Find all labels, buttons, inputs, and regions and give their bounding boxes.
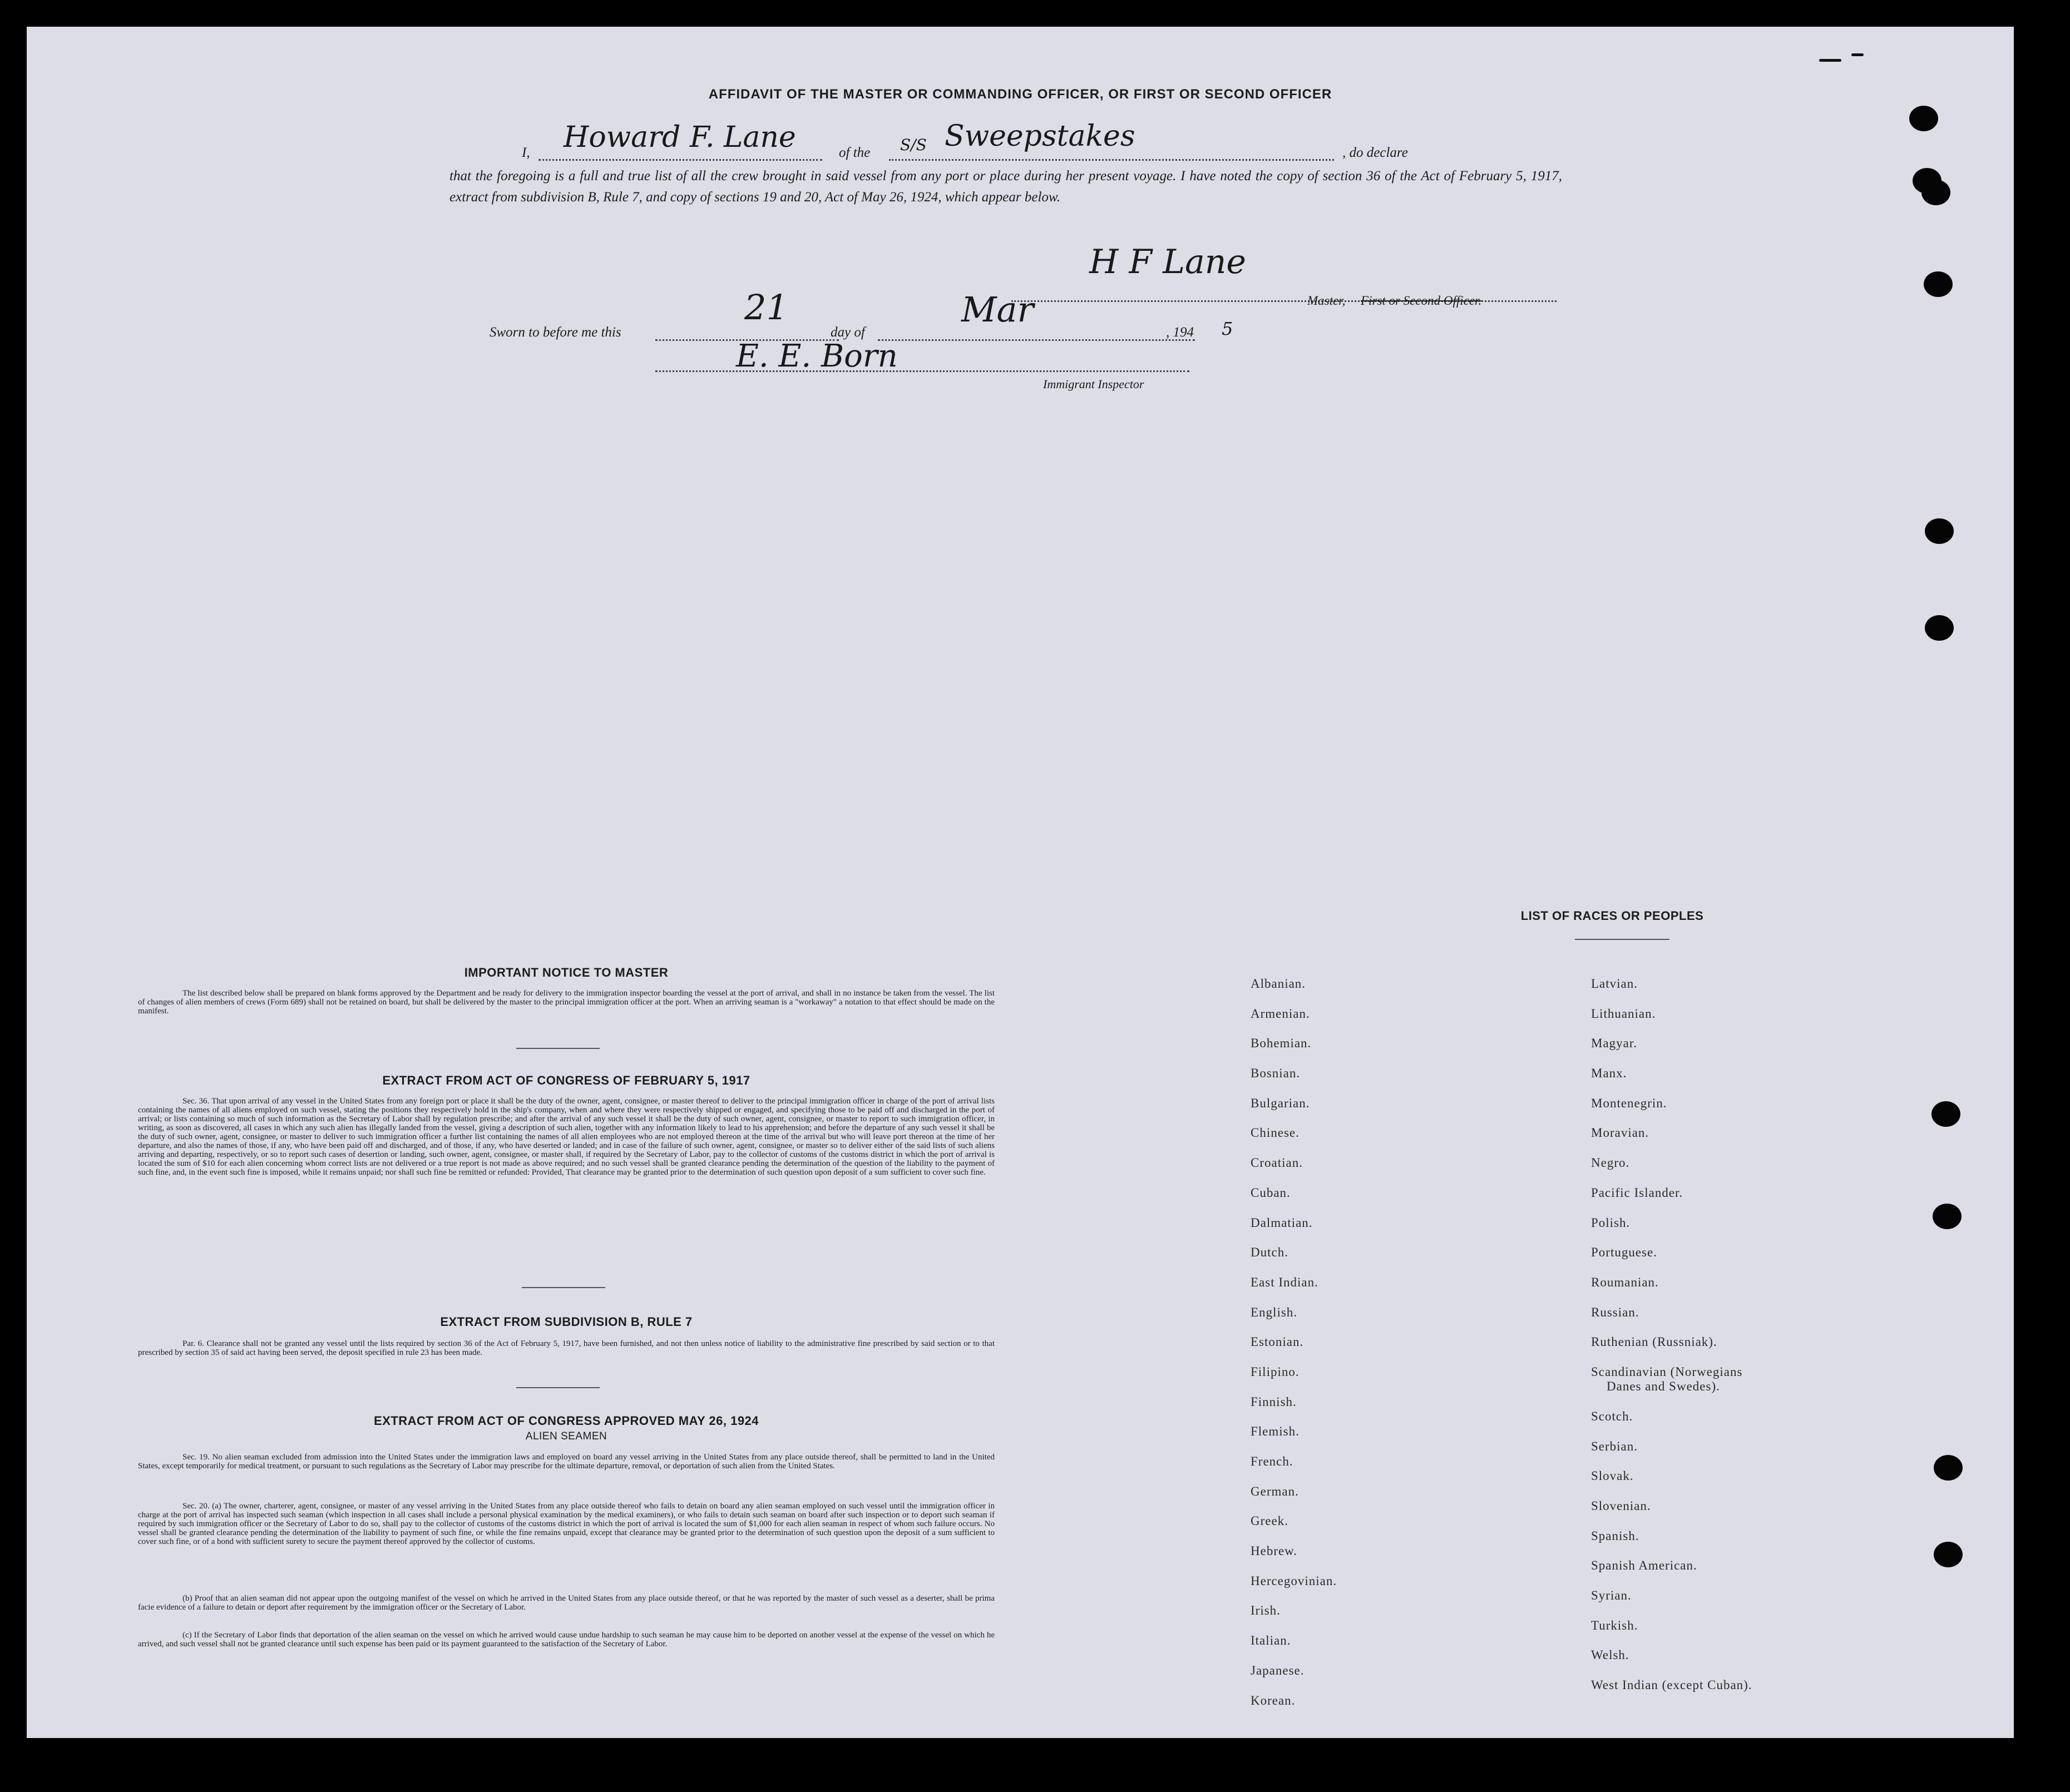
i-label: I, (522, 145, 530, 160)
document-page (27, 27, 2014, 1738)
extract-1924-title: EXTRACT FROM ACT OF CONGRESS APPROVED MAY 26, 1924 (373, 1414, 759, 1428)
race-item: Dalmatian. (1251, 1215, 1313, 1230)
race-item: Spanish American. (1591, 1558, 1697, 1573)
race-item: Armenian. (1251, 1006, 1310, 1021)
affidavit-title: AFFIDAVIT OF THE MASTER OR COMMANDING OFFICER, OR FIRST OR SECOND OFFICER (708, 87, 1332, 102)
extract-1917-title: EXTRACT FROM ACT OF CONGRESS OF FEBRUARY 5, 1917 (382, 1073, 750, 1087)
race-item: Bosnian. (1251, 1066, 1301, 1081)
race-item: West Indian (except Cuban). (1591, 1678, 1752, 1692)
race-item: Bulgarian. (1251, 1096, 1310, 1110)
extract-1924-sec20c: (c) If the Secretary of Labor finds that deportation of the alien seaman on the vessel on which he arrived would cause undue hardship to such seaman he may cause him to be deported on another vessel at the expense of the vessel on which he arrived, and such vessel shall not be granted clearance until such expense has been paid or its payment guaranteed to the satisfaction of the Secretary of Labor. (138, 1631, 995, 1649)
dotted-line (889, 159, 1334, 161)
inspector-label: Immigrant Inspector (1043, 377, 1144, 391)
extract-1917-text: Sec. 36. That upon arrival of any vessel in the United States from any foreign port or place it shall be the duty of the owner, agent, consignee, or master thereof to deliver to the principal immigration officer in charge of the port of arrival lists containing the names of all aliens employed on such vessel, stating the positions they respectively hold in the ship's company, when and where they were respectively shipped or engaged, and specifying those to be paid off and discharged in the port of arrival; or lists containing so much of such information as the Secretary of Labor shall by regulation prescribe; and after the arrival of any such vessel it shall be the duty of such owner, agent, consignee, or master to report to such immigration officer, in writing, as soon as discovered, all cases in which any such alien has illegally landed from the vessel, giving a description of such alien, together with any information likely to lead to his apprehension; and before the departure of any such vessel it shall be the duty of such owner, agent, consignee, or master to deliver to such immigration officer a further list containing the names of all alien employees who are not employed thereon at the time of the arrival but who will leave port thereon at the time of her departure, and also the names of those, if any, who have been paid off and discharged, and of those, if any, who have deserted or landed; and in case of the failure of such owner, agent, consignee, or master so to deliver either of the said lists of such aliens arriving and departing, respectively, or so to report such cases of desertion or landing, such owner, agent, consignee, or master shall, if required by the Secretary of Labor, pay to the collector of customs of the customs district in which the port of arrival is located the sum of $10 for each alien concerning whom correct lists are not delivered or a true report is not made as above required; and no such vessel shall be granted clearance pending the determination of the question of the liability to the payment of such fine, and, in the event such fine is imposed, while it remains unpaid; nor shall such fine be remitted or refunded: Provided, That clearance may be granted prior to the determination of such question upon deposit of a sum sufficient to cover such fine. (138, 1097, 995, 1177)
race-item: Moravian. (1591, 1126, 1649, 1140)
race-item: Syrian. (1591, 1588, 1632, 1603)
races-left-column (1251, 977, 1337, 1723)
race-item: French. (1251, 1454, 1293, 1468)
race-item: Lithuanian. (1591, 1006, 1656, 1021)
struck-officer-label: First or Second Officer. (1361, 294, 1482, 308)
race-item: Dutch. (1251, 1245, 1288, 1260)
divider (516, 1048, 600, 1049)
notice-title: IMPORTANT NOTICE TO MASTER (464, 966, 669, 979)
race-item: Cuban. (1251, 1185, 1291, 1200)
do-declare-label: , do declare (1342, 145, 1408, 160)
race-item: Roumanian. (1591, 1275, 1659, 1289)
punch-hole (1921, 180, 1950, 205)
race-item: Scotch. (1591, 1409, 1633, 1423)
master-signature-handwriting: H F Lane (1089, 242, 1246, 281)
race-item: Finnish. (1251, 1394, 1297, 1409)
race-item: Croatian. (1251, 1156, 1303, 1170)
race-item: Polish. (1591, 1215, 1631, 1230)
punch-hole (1934, 1542, 1963, 1567)
dotted-line (539, 159, 822, 161)
punch-hole (1925, 615, 1954, 641)
extract-1924-sec20b: (b) Proof that an alien seaman did not appear upon the outgoing manifest of the vessel on which he arrived in the United States from any place outside thereof, or that he was reported by the master of such vessel as a deserter, shall be prima facie evidence of a failure to detain or deport after requirement by the immigration officer or the Secretary of Labor. (138, 1594, 995, 1612)
race-item: Korean. (1251, 1693, 1296, 1707)
race-item: Japanese. (1251, 1663, 1305, 1677)
race-item: Spanish. (1591, 1528, 1639, 1543)
race-item: Magyar. (1591, 1036, 1638, 1051)
race-item: Negro. (1591, 1156, 1630, 1170)
of-the-label: of the (839, 145, 871, 160)
declaration-text: that the foregoing is a full and true list of all the crew brought in said vessel from any port or place during her present voyage. I have noted the copy of section 36 of the Act of February 5, 1917, extract from subdivision B, Rule 7, and copy of sections 19 and 20, Act of May 26, 1924, which appear below. (449, 169, 1562, 205)
race-item: Slovak. (1591, 1469, 1634, 1483)
race-item: Serbian. (1591, 1439, 1638, 1453)
divider (516, 1387, 600, 1388)
race-item: Hebrew. (1251, 1544, 1298, 1558)
dotted-line (878, 339, 1195, 341)
race-item: English. (1251, 1305, 1298, 1319)
vessel-name-handwriting: Sweepstakes (945, 120, 1135, 153)
master-name-handwriting: Howard F. Lane (564, 121, 796, 154)
race-item: Albanian. (1251, 977, 1306, 991)
punch-hole (1934, 1455, 1963, 1481)
race-item: Manx. (1591, 1066, 1627, 1081)
race-item: Turkish. (1591, 1618, 1638, 1632)
race-item: Scandinavian (Norwegians (1591, 1364, 1743, 1379)
race-item: Hercegovinian. (1251, 1573, 1337, 1588)
race-item: Danes and Swedes). (1607, 1379, 1720, 1393)
extract-rule7-title: EXTRACT FROM SUBDIVISION B, RULE 7 (440, 1315, 693, 1329)
race-item: Russian. (1591, 1305, 1639, 1319)
day-handwriting: 21 (744, 287, 788, 328)
extract-rule7-text: Par. 6. Clearance shall not be granted any vessel until the lists required by section 36 of the Act of February 5, 1917, have been furnished, and not then unless notice of liability to the administrative fine prescribed by said section or to that prescribed by section 35 of said act having been served, the deposit specified in rule 23 has been made. (138, 1339, 995, 1357)
day-of-label: day of (831, 325, 865, 340)
extract-1924-subtitle: ALIEN SEAMEN (525, 1430, 607, 1442)
sworn-label: Sworn to before me this (490, 325, 621, 340)
race-item: Ruthenian (Russniak). (1591, 1335, 1717, 1349)
notice-text: The list described below shall be prepared on blank forms approved by the Department and be ready for delivery to the immigration inspector boarding the vessel at the port of arrival, and shall in no instance be taken from the vessel. The list of changes of alien members of crews (Form 689) shall not be retained on board, but shall be delivered by the master to the principal immigration officer at the port. When an arriving seaman is a "workaway" a notation to that effect should be made on the manifest. (138, 989, 995, 1016)
punch-hole (1909, 106, 1938, 131)
extract-1924-sec19: Sec. 19. No alien seaman excluded from admission into the United States under the immigration laws and employed on board any vessel arriving in the United States from any place outside thereof, shall be permitted to land in the United States, except temporarily for medical treatment, or pursuant to such regulations as the Secretary of Labor may prescribe for the ultimate departure, removal, or deportation of such alien from the United States. (138, 1453, 995, 1471)
race-item: Filipino. (1251, 1364, 1300, 1379)
race-item: Latvian. (1591, 977, 1638, 991)
divider (1575, 939, 1669, 940)
month-handwriting: Mar (961, 289, 1034, 330)
punch-hole (1924, 271, 1953, 297)
extract-1924-sec20a: Sec. 20. (a) The owner, charterer, agent, consignee, or master of any vessel arriving in the United States from any place outside thereof who fails to detain on board any alien seaman employed on such vessel until the immigration officer in charge at the port of arrival has inspected such seaman (which inspection in all cases shall include a personal physical examination by the medical examiners), or who fails to detain such seaman on board after such inspection or to deport such seaman if required by such immigration officer or the Secretary of Labor to do so, shall pay to the collector of customs of the customs district in which the port of arrival is located the sum of $1,000 for each alien seaman in respect of whom such failure occurs. No vessel shall be granted clearance pending the determination of the liability to payment of such fine, or while the fine remains unpaid, except that clearance may be granted prior to the determination of such question upon the deposit of a sum sufficient to cover such fine, or of a bond with sufficient surety to secure the payment thereof approved by the collector of customs. (138, 1502, 995, 1546)
master-label: Master, (1307, 294, 1346, 308)
race-item: Estonian. (1251, 1335, 1304, 1349)
scratch-mark (1819, 59, 1841, 62)
race-item: Irish. (1251, 1603, 1281, 1618)
year-label: , 194 (1166, 325, 1194, 340)
inspector-signature-handwriting: E. E. Born (736, 338, 898, 374)
race-item: Greek. (1251, 1514, 1288, 1528)
punch-hole (1925, 518, 1954, 544)
races-title: LIST OF RACES OR PEOPLES (1520, 909, 1704, 923)
race-item: Slovenian. (1591, 1499, 1651, 1513)
scratch-mark (1851, 53, 1864, 56)
race-item: Bohemian. (1251, 1036, 1312, 1051)
race-item: Portuguese. (1591, 1245, 1657, 1260)
race-item: German. (1251, 1484, 1299, 1498)
punch-hole (1931, 1101, 1960, 1127)
race-item: Pacific Islander. (1591, 1185, 1683, 1200)
races-right-column (1591, 977, 1752, 1708)
race-item: Welsh. (1591, 1648, 1629, 1662)
divider (522, 1287, 605, 1288)
race-item: Flemish. (1251, 1424, 1300, 1439)
vessel-prefix-handwriting: S/S (900, 136, 927, 154)
punch-hole (1933, 1204, 1962, 1229)
year-digit-handwriting: 5 (1222, 318, 1233, 339)
race-item: Chinese. (1251, 1126, 1300, 1140)
race-item: Montenegrin. (1591, 1096, 1667, 1110)
inspector-signature-line (655, 370, 1189, 372)
race-item: Italian. (1251, 1633, 1291, 1648)
race-item: East Indian. (1251, 1275, 1318, 1289)
